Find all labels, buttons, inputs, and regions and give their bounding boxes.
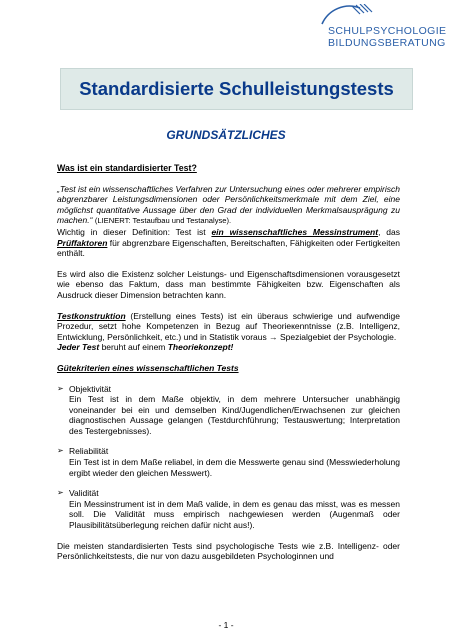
theory-emphasis-a: Jeder Test (57, 342, 100, 353)
theory-emphasis-c: Theoriekonzept! (167, 342, 234, 353)
definition-emphasis: ein wissenschaftliches Messinstrument (211, 226, 379, 237)
criterion-text: Ein Test ist in dem Maße objektiv, in dem mehrere Untersucher unabhängig voneinander bei ein und demselben Kind/Jugendlichen/Erwachsenen zur gleichen diagnostischen Aussage gelangen (Testdurchführung; Testauswertung; Interpretation des Testergebnisses). (69, 394, 400, 436)
criterion-label: Reliabilität (69, 446, 109, 457)
construction-text: (Erstellung eines Tests) ist ein überaus schwierige und aufwendige Prozedur, setzt hohe Kompetenzen in Bezug auf Theorieкenntnisse (z.B. Intelligenz, Entwicklung, Persönlichkeit, etc.) und in Statistik voraus → Spezialgebiet der Psychologie. (57, 310, 400, 342)
definition-emphasis-2: Prüffaktoren (57, 237, 108, 248)
criterion-label: Validität (69, 488, 99, 499)
criterion-label: Objektivität (69, 383, 112, 394)
bullet-arrow-icon: ➢ (57, 446, 64, 456)
theory-text: beruht auf einem (99, 342, 168, 353)
closing-paragraph: Die meisten standardisierten Tests sind psychologische Tests wie z.B. Intelligenz- oder Persönlichkeitstests, die nur von dazu ausgebildeten Psychologinnen und (57, 540, 400, 562)
definition-connector: , das (378, 226, 400, 237)
title-banner (60, 68, 413, 110)
page-title: Standardisierte Schulleistungstests (79, 78, 394, 99)
logo (316, 4, 447, 50)
logo-arc-icon (316, 4, 444, 26)
criterion-item (57, 384, 400, 437)
page-number: - 1 - (218, 620, 234, 630)
definition-rest: für abgrenzbare Eigenschaften, Bereitschaften, Fähigkeiten oder Fertigkeiten enthält. (57, 237, 400, 259)
quote-source: (LIENERT: Testaufbau und Testanalyse). (94, 216, 232, 226)
criterion-item (57, 446, 400, 478)
section-heading-criteria: Gütekriterien eines wissenschaftlichen Tests (57, 362, 239, 373)
bullet-arrow-icon: ➢ (57, 383, 64, 393)
criterion-text: Ein Messinstrument ist in dem Maß valide, in dem es genau das misst, was es messen soll. Die Validität muss empirisch nachgewiesen werden (Augenmaß oder Plausibilitätsüberlegung reichen dafür nicht aus!). (69, 498, 400, 531)
quote-text: „Test ist ein wissenschaftliches Verfahren zur Untersuchung eines oder mehrerer empirisch abgrenzbarer Leistungsdimensionen oder Persönlichkeitsmerkmale mit dem Ziel, eine möglichst quantitative Aussage über den Grad der individuellen Merkmalsausprägung zu machen.“ (57, 183, 400, 226)
criterion-item (57, 488, 400, 530)
section-heading-test: Was ist ein standardisierter Test? (57, 163, 197, 173)
paragraph-construction (57, 311, 400, 353)
definition-intro: Wichtig in dieser Definition: Test ist (57, 226, 212, 237)
construction-label: Testkonstruktion (57, 310, 126, 321)
logo-text-line1: SCHULPSYCHOLOGIE (328, 25, 447, 37)
page-subtitle: GRUNDSÄTZLICHES (166, 128, 286, 142)
document-body (57, 163, 400, 562)
criterion-text: Ein Test ist in dem Maße reliabel, in dem die Messwerte genau sind (Messwiederholung ergibt wieder den gleichen Messwert). (69, 457, 400, 478)
paragraph-dimensions: Es wird also die Existenz solcher Leistungs- und Eigenschaftsdimensionen vorausgesetzt wie ebenso das Faktum, dass man bestimmte Fähigkeiten bzw. Eigenschaften als Ausdruck dieser Dimension betrachten kann. (57, 268, 400, 300)
logo-text-line2: BILDUNGSBERATUNG (328, 37, 446, 49)
bullet-arrow-icon: ➢ (57, 488, 64, 498)
definition-paragraph (57, 184, 400, 259)
